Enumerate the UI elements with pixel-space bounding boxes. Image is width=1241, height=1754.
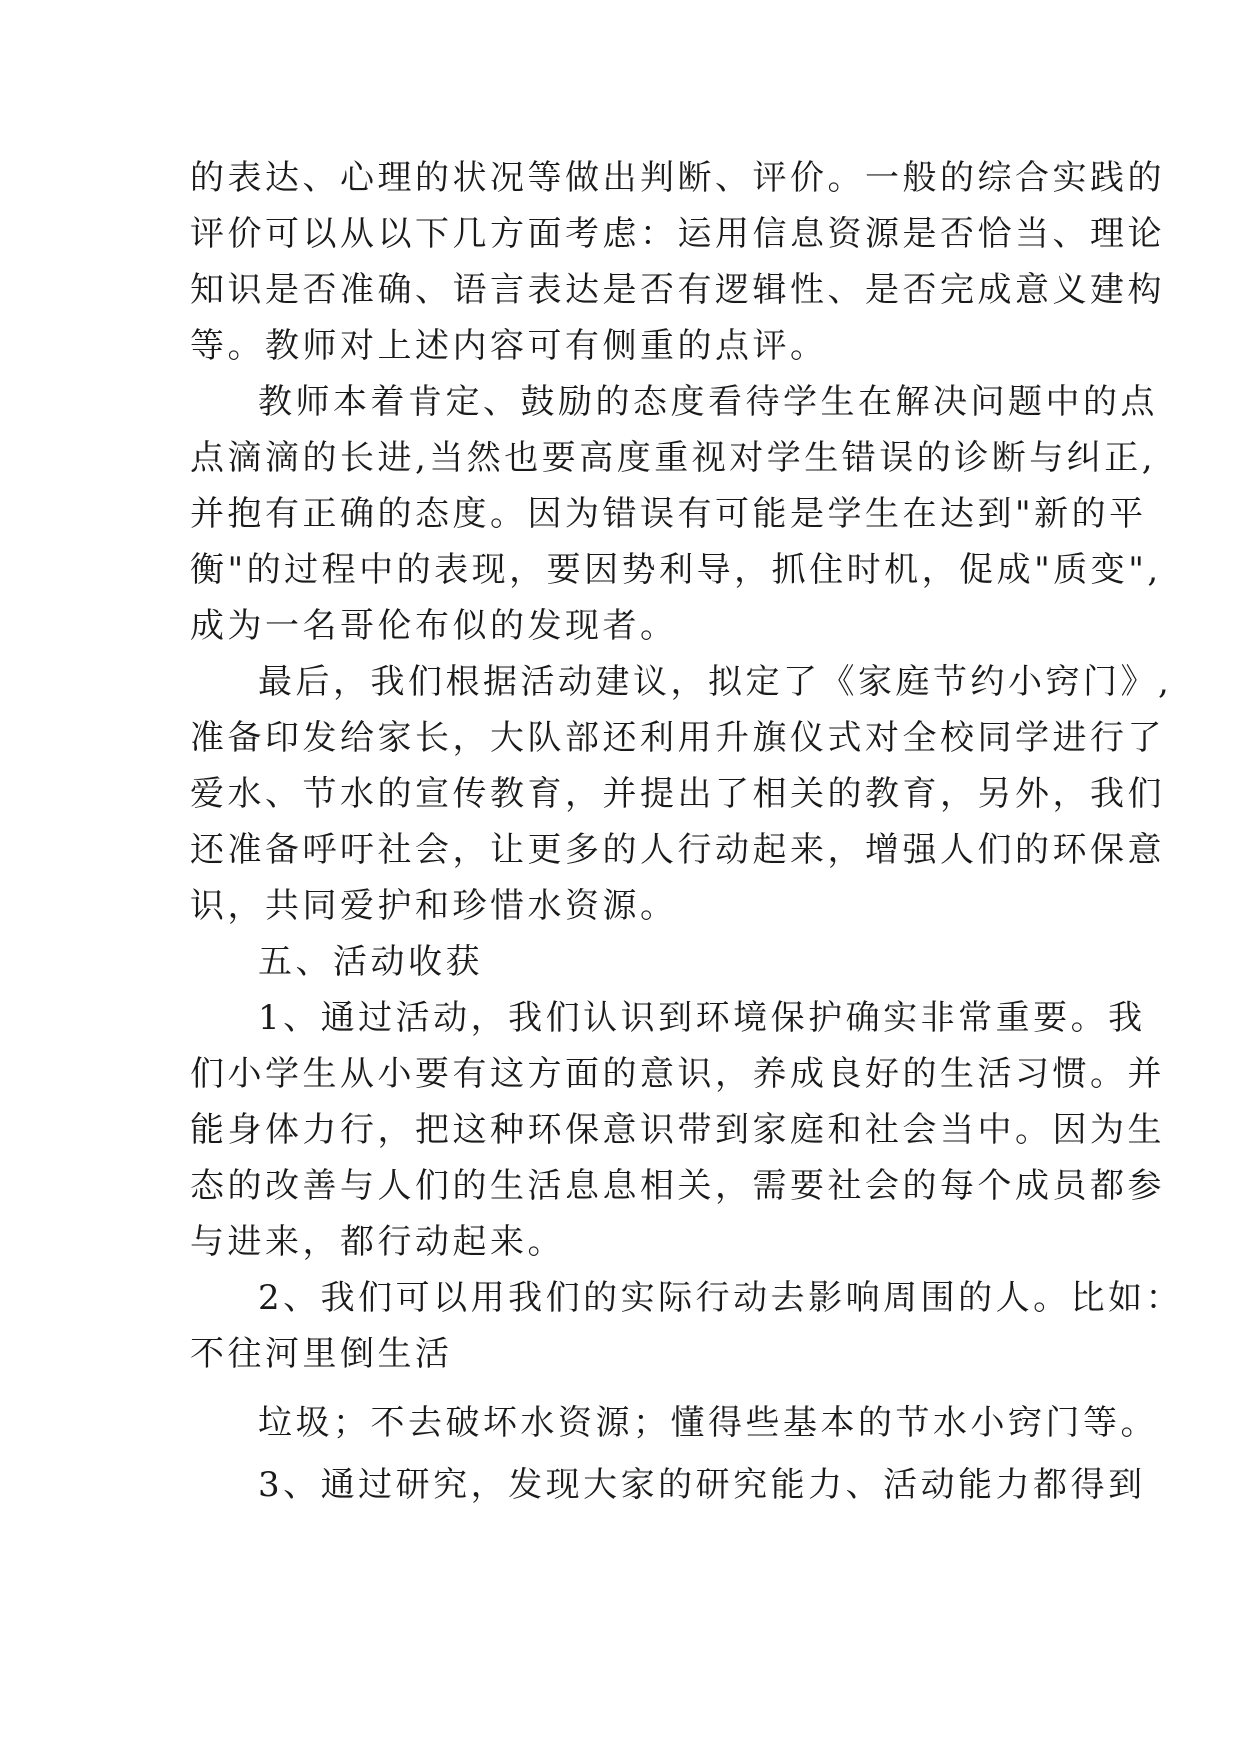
paragraph-first-line: 教师本着肯定、鼓励的态度看待学生在解决问题中的点 xyxy=(258,382,1158,422)
paragraph-first-line: 2、我们可以用我们的实际行动去影响周围的人。比如： xyxy=(258,1278,1184,1318)
text-line: 知识是否准确、语言表达是否有逻辑性、是否完成意义建构 xyxy=(190,270,1165,310)
text-line: 评价可以从以下几方面考虑：运用信息资源是否恰当、理论 xyxy=(190,214,1165,254)
text-line: 不往河里倒生活 xyxy=(190,1334,453,1374)
text-line: 们小学生从小要有这方面的意识，养成良好的生活习惯。并 xyxy=(190,1054,1165,1094)
paragraph-first-line: 1、通过活动，我们认识到环境保护确实非常重要。我 xyxy=(258,998,1146,1038)
section-heading: 五、活动收获 xyxy=(258,942,483,982)
text-line: 爱水、节水的宣传教育，并提出了相关的教育，另外，我们 xyxy=(190,774,1165,814)
text-line: 等。教师对上述内容可有侧重的点评。 xyxy=(190,326,828,366)
text-line: 并抱有正确的态度。因为错误有可能是学生在达到"新的平 xyxy=(190,494,1147,534)
text-line: 能身体力行，把这种环保意识带到家庭和社会当中。因为生 xyxy=(190,1110,1165,1150)
text-line: 衡"的过程中的表现，要因势利导，抓住时机，促成"质变", xyxy=(190,550,1162,590)
text-line: 与进来，都行动起来。 xyxy=(190,1222,565,1262)
text-line: 识，共同爱护和珍惜水资源。 xyxy=(190,886,678,926)
text-line: 的表达、心理的状况等做出判断、评价。一般的综合实践的 xyxy=(190,158,1165,198)
text-line: 态的改善与人们的生活息息相关，需要社会的每个成员都参 xyxy=(190,1166,1165,1206)
paragraph-first-line: 3、通过研究，发现大家的研究能力、活动能力都得到 xyxy=(258,1465,1146,1505)
text-line: 准备印发给家长，大队部还利用升旗仪式对全校同学进行了 xyxy=(190,718,1165,758)
text-line: 成为一名哥伦布似的发现者。 xyxy=(190,606,678,646)
text-line: 还准备呼吁社会，让更多的人行动起来，增强人们的环保意 xyxy=(190,830,1165,870)
paragraph-first-line: 最后，我们根据活动建议，拟定了《家庭节约小窍门》, xyxy=(258,662,1173,702)
text-line: 垃圾；不去破坏水资源；懂得些基本的节水小窍门等。 xyxy=(258,1403,1158,1443)
text-line: 点滴滴的长进,当然也要高度重视对学生错误的诊断与纠正, xyxy=(190,438,1157,478)
